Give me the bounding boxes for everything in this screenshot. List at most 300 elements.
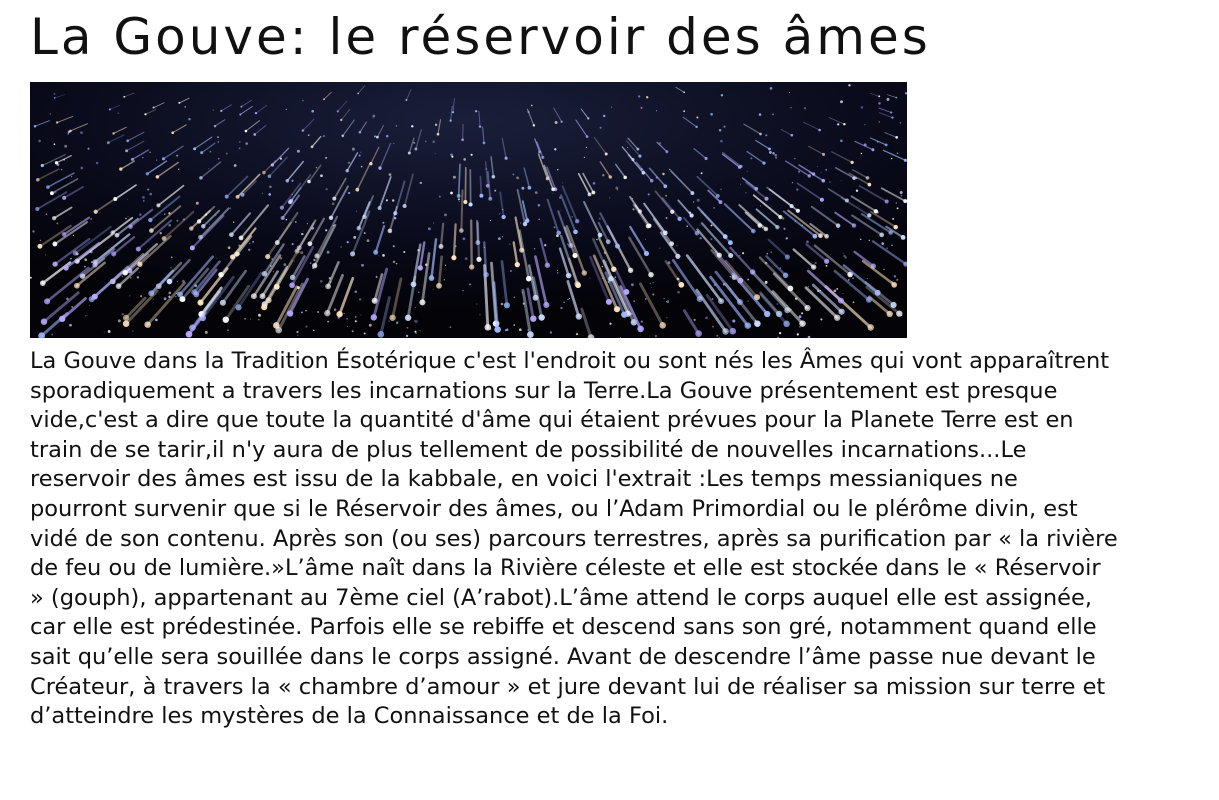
light-streak-head bbox=[648, 272, 654, 278]
star-dot bbox=[776, 303, 778, 305]
star-dot bbox=[317, 311, 319, 313]
star-dot bbox=[779, 332, 781, 334]
star-dot bbox=[84, 266, 86, 268]
star-dot bbox=[462, 290, 463, 291]
light-streak-head bbox=[501, 215, 505, 219]
light-streak-head bbox=[236, 195, 240, 199]
star-dot bbox=[765, 134, 767, 136]
hero-image bbox=[30, 82, 907, 338]
star-dot bbox=[576, 333, 578, 335]
star-dot bbox=[96, 162, 99, 165]
light-streak-head bbox=[628, 268, 633, 273]
star-dot bbox=[300, 251, 303, 254]
star-dot bbox=[650, 283, 651, 284]
star-dot bbox=[645, 298, 646, 299]
star-dot bbox=[561, 211, 562, 212]
light-streak-head bbox=[541, 156, 544, 159]
light-streak-head bbox=[751, 229, 756, 234]
light-streak-head bbox=[728, 240, 733, 245]
light-streak-head bbox=[112, 132, 115, 135]
star-dot bbox=[313, 330, 314, 331]
star-dot bbox=[286, 109, 287, 110]
light-streak-head bbox=[418, 265, 423, 270]
light-streak-head bbox=[718, 298, 724, 304]
star-dot bbox=[234, 164, 237, 167]
star-dot bbox=[209, 224, 210, 225]
star-dot bbox=[415, 307, 416, 308]
light-streak-head bbox=[891, 282, 897, 288]
star-dot bbox=[51, 334, 53, 336]
star-dot bbox=[499, 213, 500, 214]
star-dot bbox=[233, 222, 234, 223]
star-dot bbox=[346, 318, 348, 320]
star-dot bbox=[296, 331, 298, 333]
light-streak-head bbox=[895, 136, 898, 139]
star-dot bbox=[396, 263, 398, 265]
star-dot bbox=[347, 326, 348, 327]
light-streak-head bbox=[852, 223, 857, 228]
star-dot bbox=[369, 324, 372, 327]
light-streak-head bbox=[893, 225, 898, 230]
light-streak-head bbox=[646, 224, 651, 229]
light-streak-head bbox=[824, 234, 829, 239]
star-dot bbox=[252, 241, 254, 243]
star-dot bbox=[216, 258, 217, 259]
star-dot bbox=[372, 115, 375, 118]
star-dot bbox=[772, 152, 775, 155]
star-dot bbox=[615, 276, 617, 278]
star-dot bbox=[599, 218, 601, 220]
star-dot bbox=[450, 326, 452, 328]
star-dot bbox=[792, 182, 793, 183]
star-dot bbox=[142, 196, 145, 199]
light-streak-head bbox=[63, 265, 68, 270]
star-dot bbox=[711, 224, 713, 226]
light-streak-head bbox=[759, 133, 762, 136]
star-dot bbox=[512, 173, 514, 175]
light-streak-head bbox=[494, 326, 501, 333]
light-streak-head bbox=[561, 121, 563, 123]
star-dot bbox=[891, 245, 892, 246]
star-dot bbox=[301, 233, 303, 235]
star-dot bbox=[320, 280, 323, 283]
light-streak-head bbox=[868, 183, 872, 187]
star-dot bbox=[534, 248, 535, 249]
light-streak-head bbox=[325, 284, 331, 290]
light-streak-head bbox=[637, 326, 644, 333]
light-streak-head bbox=[341, 134, 344, 137]
light-streak-head bbox=[614, 306, 620, 312]
light-streak-head bbox=[678, 282, 684, 288]
star-dot bbox=[596, 239, 598, 241]
star-dot bbox=[852, 277, 853, 278]
light-streak-head bbox=[695, 126, 698, 129]
light-streak-head bbox=[783, 321, 790, 328]
light-streak-head bbox=[255, 112, 257, 114]
light-streak-head bbox=[177, 291, 183, 297]
star-dot bbox=[374, 135, 376, 137]
star-dot bbox=[747, 279, 749, 281]
star-dot bbox=[506, 328, 508, 330]
star-dot bbox=[361, 166, 363, 168]
light-streak-head bbox=[229, 232, 234, 237]
light-streak-head bbox=[193, 147, 196, 150]
light-streak-head bbox=[52, 216, 56, 220]
light-streak-head bbox=[111, 251, 116, 256]
star-dot bbox=[641, 320, 643, 322]
light-streak-head bbox=[149, 228, 154, 233]
star-dot bbox=[46, 213, 48, 215]
star-dot bbox=[632, 208, 634, 210]
light-streak-head bbox=[324, 310, 330, 316]
star-dot bbox=[892, 218, 894, 220]
star-dot bbox=[196, 202, 199, 205]
star-dot bbox=[433, 222, 434, 223]
star-dot bbox=[584, 157, 585, 158]
light-streak-head bbox=[332, 197, 336, 201]
star-dot bbox=[132, 330, 133, 331]
star-dot bbox=[327, 321, 329, 323]
light-streak-head bbox=[223, 316, 229, 322]
star-dot bbox=[286, 219, 287, 220]
light-streak-head bbox=[530, 316, 536, 322]
star-dot bbox=[323, 135, 325, 137]
light-streak-head bbox=[598, 233, 603, 238]
star-dot bbox=[609, 197, 610, 198]
star-dot bbox=[367, 239, 370, 242]
star-dot bbox=[742, 252, 744, 254]
light-streak-head bbox=[189, 226, 194, 231]
star-dot bbox=[386, 135, 389, 138]
star-dot bbox=[563, 301, 565, 303]
light-streak-head bbox=[144, 113, 146, 115]
light-streak-head bbox=[461, 138, 464, 141]
star-dot bbox=[535, 191, 538, 194]
light-streak-head bbox=[591, 191, 595, 195]
star-dot bbox=[308, 134, 310, 136]
light-streak-head bbox=[239, 113, 241, 115]
star-dot bbox=[659, 248, 660, 249]
light-streak-head bbox=[201, 224, 206, 229]
star-dot bbox=[80, 167, 83, 170]
light-streak-head bbox=[419, 299, 425, 305]
light-streak-head bbox=[408, 151, 411, 154]
star-dot bbox=[303, 231, 304, 232]
light-streak-head bbox=[388, 229, 393, 234]
light-streak-head bbox=[337, 110, 339, 112]
star-dot bbox=[40, 240, 41, 241]
light-streak-head bbox=[41, 164, 44, 167]
star-dot bbox=[122, 276, 123, 277]
light-streak bbox=[463, 124, 464, 140]
light-streak-head bbox=[843, 123, 845, 125]
light-streak-head bbox=[764, 227, 769, 232]
light-streak-head bbox=[34, 125, 37, 128]
star-dot bbox=[372, 117, 373, 118]
star-dot bbox=[713, 207, 715, 209]
light-streak-head bbox=[336, 311, 342, 317]
light-streak-head bbox=[469, 202, 473, 206]
star-dot bbox=[480, 314, 481, 315]
star-dot bbox=[712, 326, 714, 328]
star-dot bbox=[694, 319, 696, 321]
star-dot bbox=[843, 293, 844, 294]
light-streak-head bbox=[576, 313, 582, 319]
star-dot bbox=[615, 187, 618, 190]
star-dot bbox=[517, 250, 518, 251]
star-dot bbox=[723, 126, 725, 128]
star-dot bbox=[130, 277, 132, 279]
star-dot bbox=[311, 110, 314, 113]
star-dot bbox=[407, 327, 409, 329]
light-streak-head bbox=[36, 178, 40, 182]
light-streak-head bbox=[526, 276, 532, 282]
light-streak-head bbox=[307, 241, 312, 246]
star-dot bbox=[155, 319, 158, 322]
light-streak-head bbox=[74, 283, 80, 289]
star-dot bbox=[593, 182, 596, 185]
star-dot bbox=[435, 153, 436, 154]
star-dot bbox=[347, 241, 349, 243]
light-streak-head bbox=[92, 294, 98, 300]
star-dot bbox=[354, 290, 357, 293]
star-dot bbox=[656, 110, 657, 111]
light-streak-head bbox=[758, 223, 763, 228]
star-dot bbox=[705, 317, 708, 320]
light-streak-head bbox=[167, 279, 173, 285]
star-dot bbox=[557, 272, 558, 273]
light-streak-head bbox=[885, 143, 888, 146]
star-dot bbox=[641, 107, 643, 109]
light-streak-head bbox=[528, 186, 532, 190]
light-streak-head bbox=[286, 179, 290, 183]
light-streak-head bbox=[764, 311, 770, 317]
light-streak-head bbox=[186, 331, 193, 338]
light-streak-head bbox=[469, 264, 474, 269]
star-dot bbox=[268, 193, 271, 196]
star-dot bbox=[149, 152, 151, 154]
star-dot bbox=[84, 258, 87, 261]
light-streak-head bbox=[874, 209, 878, 213]
star-dot bbox=[419, 330, 420, 331]
light-streak-head bbox=[875, 290, 881, 296]
star-dot bbox=[175, 296, 177, 298]
light-streak-head bbox=[901, 235, 906, 240]
light-streak-head bbox=[191, 289, 197, 295]
star-dot bbox=[458, 198, 460, 200]
light-streak-head bbox=[146, 172, 149, 175]
star-dot bbox=[786, 237, 788, 239]
light-streak-head bbox=[109, 108, 111, 110]
light-streak-head bbox=[895, 97, 897, 99]
light-streak-head bbox=[813, 234, 818, 239]
star-dot bbox=[555, 121, 558, 124]
light-streak-head bbox=[122, 270, 127, 275]
star-dot bbox=[118, 319, 121, 322]
star-dot bbox=[156, 160, 157, 161]
light-streak-head bbox=[783, 273, 789, 279]
light-streak-head bbox=[796, 209, 800, 213]
star-dot bbox=[631, 283, 634, 286]
star-dot bbox=[389, 321, 390, 322]
light-streak-head bbox=[737, 299, 743, 305]
star-dot bbox=[899, 122, 901, 124]
star-dot bbox=[531, 105, 533, 107]
light-streak-head bbox=[533, 124, 535, 126]
star-dot bbox=[435, 124, 437, 126]
light-streak-head bbox=[486, 184, 490, 188]
light-streak-head bbox=[463, 200, 467, 204]
star-dot bbox=[520, 222, 521, 223]
star-dot bbox=[53, 93, 55, 95]
star-dot bbox=[699, 237, 701, 239]
star-dot bbox=[897, 207, 899, 209]
star-dot bbox=[393, 245, 395, 247]
light-streak-head bbox=[262, 171, 265, 174]
light-streak-head bbox=[295, 249, 300, 254]
light-streak-head bbox=[199, 176, 203, 180]
light-streak-head bbox=[62, 232, 67, 237]
star-dot bbox=[125, 218, 127, 220]
light-streak-head bbox=[346, 169, 349, 172]
star-dot bbox=[567, 244, 568, 245]
light-streak-head bbox=[405, 99, 407, 101]
light-streak-head bbox=[878, 95, 880, 97]
star-dot bbox=[774, 154, 777, 157]
star-dot bbox=[459, 201, 460, 202]
light-streak-head bbox=[128, 224, 133, 229]
star-dot bbox=[118, 113, 119, 114]
light-streak-head bbox=[834, 315, 840, 321]
star-dot bbox=[669, 169, 670, 170]
star-dot bbox=[645, 239, 646, 240]
star-dot bbox=[840, 140, 843, 143]
light-streak-head bbox=[492, 175, 496, 179]
star-dot bbox=[826, 265, 828, 267]
star-dot bbox=[830, 254, 831, 255]
star-dot bbox=[655, 335, 657, 337]
star-dot bbox=[567, 299, 568, 300]
light-streak-head bbox=[871, 148, 874, 151]
light-streak-head bbox=[59, 316, 65, 322]
light-streak-head bbox=[642, 171, 645, 174]
star-dot bbox=[205, 331, 208, 334]
star-dot bbox=[239, 141, 241, 143]
star-dot bbox=[32, 230, 34, 232]
light-streak-head bbox=[214, 125, 217, 128]
light-streak-head bbox=[312, 263, 317, 268]
star-dot bbox=[56, 222, 58, 224]
star-dot bbox=[729, 276, 731, 278]
star-dot bbox=[611, 107, 612, 108]
star-dot bbox=[378, 255, 379, 256]
star-dot bbox=[439, 196, 441, 198]
star-dot bbox=[188, 118, 190, 120]
light-streak-head bbox=[887, 311, 893, 317]
light-streak-head bbox=[449, 120, 451, 122]
star-dot bbox=[490, 220, 491, 221]
star-dot bbox=[250, 319, 251, 320]
light-streak-head bbox=[94, 210, 98, 214]
star-dot bbox=[797, 333, 799, 335]
star-dot bbox=[228, 246, 231, 249]
star-dot bbox=[348, 161, 351, 164]
star-dot bbox=[396, 321, 399, 324]
star-dot bbox=[164, 213, 165, 214]
light-streak-head bbox=[377, 331, 384, 338]
star-dot bbox=[382, 254, 385, 257]
star-dot bbox=[648, 193, 650, 195]
star-dot bbox=[38, 140, 41, 143]
light-streak-head bbox=[280, 206, 284, 210]
star-dot bbox=[766, 253, 768, 255]
star-dot bbox=[770, 87, 773, 90]
star-dot bbox=[759, 113, 762, 116]
star-dot bbox=[790, 107, 791, 108]
star-dot bbox=[799, 326, 800, 327]
star-dot bbox=[710, 238, 712, 240]
star-dot bbox=[557, 169, 558, 170]
star-dot bbox=[393, 143, 394, 144]
star-dot bbox=[239, 147, 241, 149]
star-dot bbox=[127, 216, 128, 217]
star-dot bbox=[693, 201, 694, 202]
light-streak-head bbox=[689, 213, 693, 217]
light-streak-head bbox=[728, 253, 733, 258]
light-streak-head bbox=[220, 110, 222, 112]
light-streak-head bbox=[663, 184, 667, 188]
star-dot bbox=[710, 113, 713, 116]
star-dot bbox=[262, 193, 263, 194]
star-dot bbox=[652, 282, 653, 283]
light-streak-head bbox=[156, 203, 160, 207]
star-dot bbox=[465, 257, 468, 260]
light-streak-head bbox=[220, 300, 226, 306]
star-dot bbox=[425, 141, 427, 143]
star-dot bbox=[538, 204, 541, 207]
light-streak-head bbox=[125, 149, 128, 152]
star-dot bbox=[184, 106, 186, 108]
star-dot bbox=[720, 140, 723, 143]
star-dot bbox=[307, 223, 308, 224]
star-dot bbox=[897, 152, 899, 154]
light-streak-head bbox=[670, 210, 674, 214]
light-streak-head bbox=[357, 93, 359, 95]
star-dot bbox=[701, 172, 703, 174]
star-dot bbox=[364, 332, 366, 334]
light-streak-head bbox=[587, 117, 589, 119]
star-dot bbox=[821, 172, 822, 173]
star-dot bbox=[817, 203, 818, 204]
star-dot bbox=[789, 92, 790, 93]
light-streak-head bbox=[457, 194, 461, 198]
light-streak-head bbox=[866, 176, 870, 180]
light-streak-head bbox=[606, 239, 611, 244]
star-dot bbox=[677, 291, 680, 294]
star-dot bbox=[772, 113, 774, 115]
light-streak-head bbox=[665, 150, 668, 153]
light-streak-head bbox=[811, 264, 816, 269]
star-dot bbox=[665, 217, 667, 219]
star-dot bbox=[869, 240, 870, 241]
light-streak-head bbox=[768, 148, 771, 151]
light-streak-head bbox=[136, 247, 141, 252]
star-dot bbox=[171, 256, 173, 258]
star-dot bbox=[814, 262, 816, 264]
star-dot bbox=[313, 259, 315, 261]
star-dot bbox=[352, 148, 355, 151]
light-streak-head bbox=[55, 161, 58, 164]
